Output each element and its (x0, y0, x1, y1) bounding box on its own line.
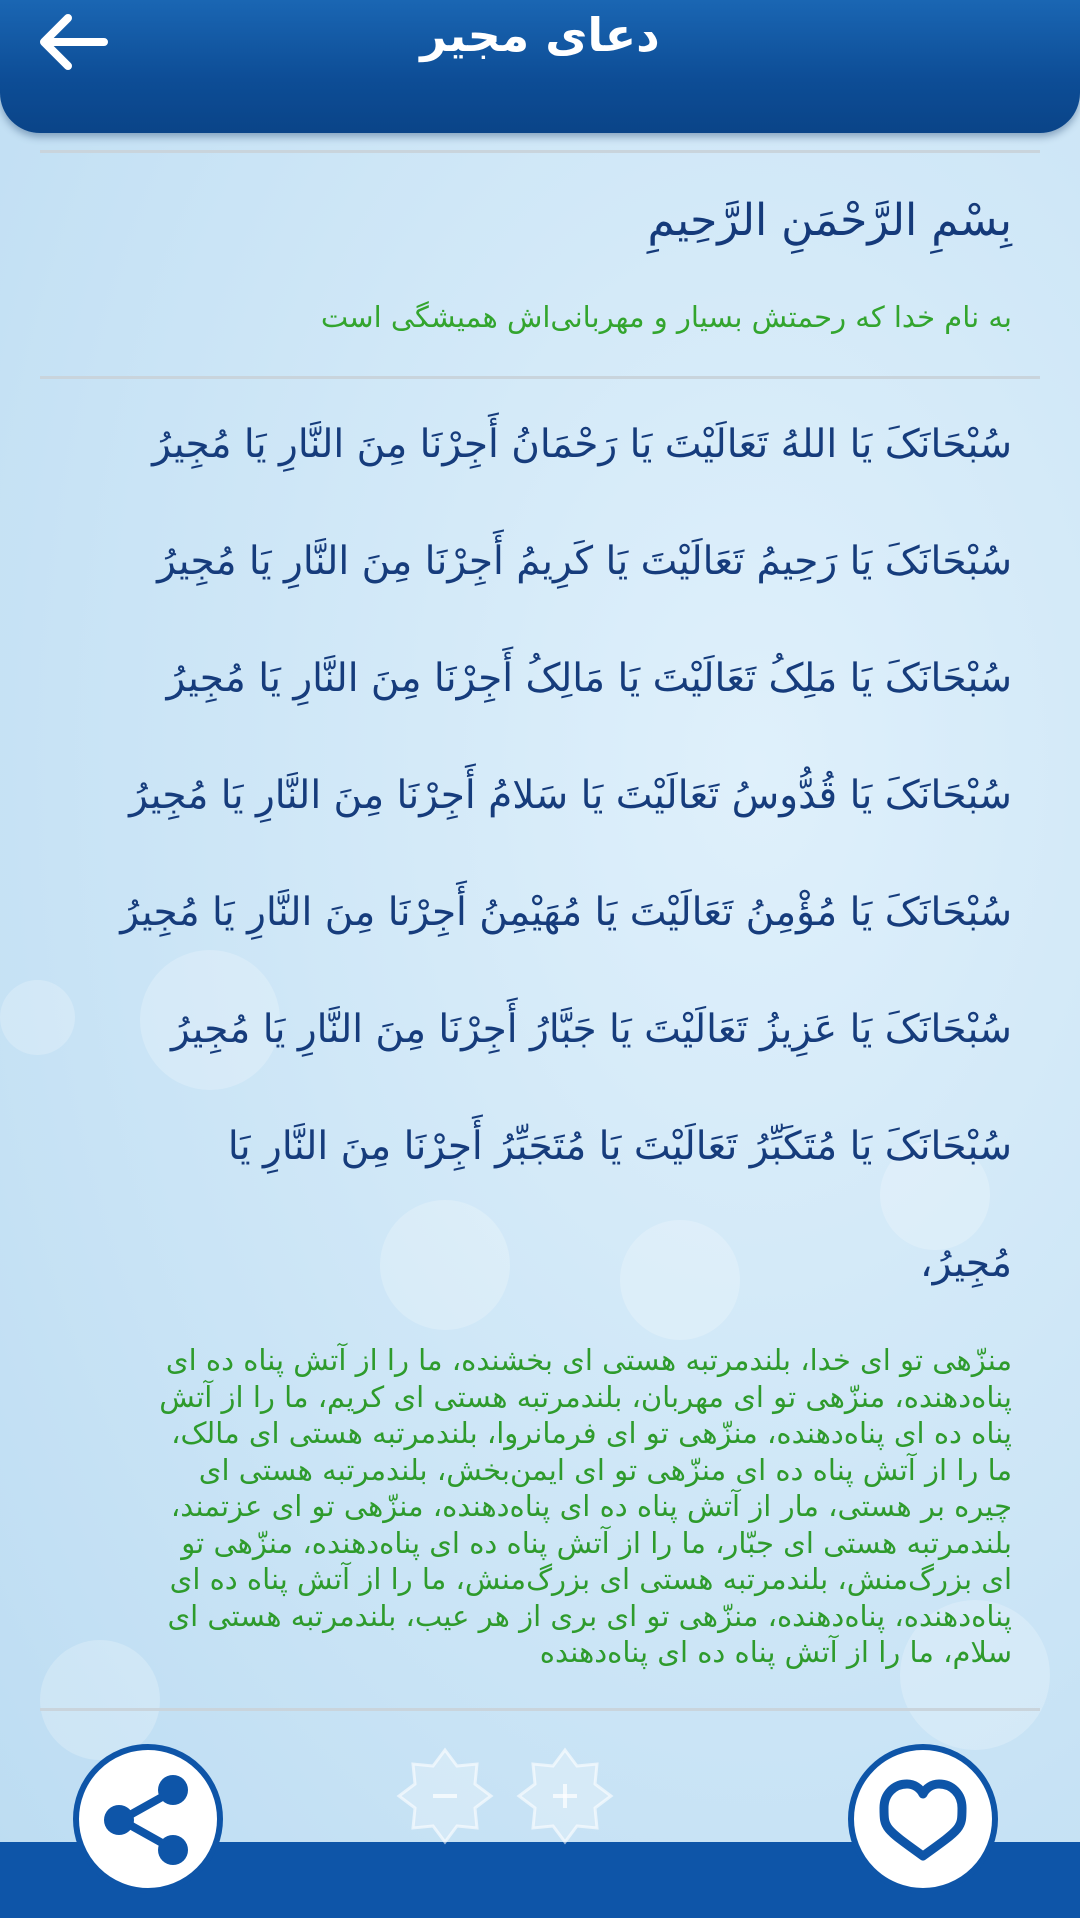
bismillah-translation: به نام خدا که رحمتش بسیار و مهربانی‌اش همیشگی است (320, 300, 1012, 334)
translation-line: ما را از آتش پناه ده ای منزّهی تو ای ایمن‌بخش، بلندمرتبه هستی ای (198, 1452, 1012, 1487)
share-button[interactable] (73, 1744, 223, 1894)
translation-line: ای بزرگ‌منش، بلندمرتبه هستی ای بزرگ‌منش، ما را از آتش پناه ده ای (169, 1562, 1012, 1596)
star-minus-icon (395, 1746, 495, 1846)
divider (40, 376, 1040, 379)
divider (40, 150, 1040, 153)
share-icon (79, 1750, 217, 1888)
heart-icon (854, 1750, 992, 1888)
background-bokeh (0, 980, 75, 1055)
verse-line: مُجِيرُ، (920, 1241, 1012, 1286)
verse-line: سُبْحَانَکَ يَا قُدُّوسُ تَعَالَيْتَ يَا سَلامُ أَجِرْنَا مِنَ النَّارِ يَا مُجِيرُ (129, 773, 1012, 818)
bismillah-arabic: بِسْمِ الرَّحْمَنِ الرَّحِيمِ (647, 195, 1012, 246)
verse-line: سُبْحَانَکَ يَا عَزِيزُ تَعَالَيْتَ يَا جَبَّارُ أَجِرْنَا مِنَ النَّارِ يَا مُجِيرُ (170, 1007, 1012, 1052)
translation-line: پناه‌دهنده، منزّهی تو ای مهربان، بلندمرتبه هستی ای کریم، ما را از آتش (159, 1379, 1012, 1414)
translation-line: پناه ده ای پناه‌دهنده، منزّهی تو ای فرمانروا، بلندمرتبه هستی ای مالک، (171, 1416, 1012, 1450)
verse-line: سُبْحَانَکَ يَا مُؤْمِنُ تَعَالَيْتَ يَا مُهَيْمِنُ أَجِرْنَا مِنَ النَّارِ يَا مُجِيرُ (120, 890, 1012, 935)
verse-translation (80, 1342, 1012, 1671)
divider (40, 1708, 1040, 1711)
translation-line: چیره بر هستی، مار از آتش پناه ده ای پناه‌دهنده، منزّهی تو ای عزتمند، (170, 1489, 1012, 1523)
star-plus-icon (515, 1746, 615, 1846)
verse-line: سُبْحَانَکَ يَا اللهُ تَعَالَيْتَ يَا رَحْمَانُ أَجِرْنَا مِنَ النَّارِ يَا مُجِيرُ (152, 422, 1012, 467)
translation-line: سلام، ما را از آتش پناه ده ای پناه‌دهنده (539, 1635, 1012, 1669)
page-title: دعای مجیر (420, 8, 660, 62)
verse-line: سُبْحَانَکَ يَا مُتَكَبِّرُ تَعَالَيْتَ يَا مُتَجَبِّرُ أَجِرْنَا مِنَ النَّارِ يَا (227, 1124, 1012, 1169)
font-decrease-button[interactable] (395, 1746, 495, 1846)
verse-line: سُبْحَانَکَ يَا رَحِيمُ تَعَالَيْتَ يَا كَرِيمُ أَجِرْنَا مِنَ النَّارِ يَا مُجِيرُ (157, 539, 1012, 584)
header-bar (0, 0, 1080, 133)
font-increase-button[interactable] (515, 1746, 615, 1846)
translation-line: پناه‌دهنده، پناه‌دهنده، منزّهی تو ای بری از هر عیب، بلندمرتبه هستی ای (167, 1598, 1012, 1633)
translation-line: بلندمرتبه هستی ای جبّار، ما را از آتش پناه ده ای پناه‌دهنده، منزّهی تو (181, 1525, 1012, 1560)
verse-line: سُبْحَانَکَ يَا مَلِکُ تَعَالَيْتَ يَا مَالِکُ أَجِرْنَا مِنَ النَّارِ يَا مُجِيرُ (166, 656, 1012, 701)
translation-line: منزّهی تو ای خدا، بلندمرتبه هستی ای بخشنده، ما را از آتش پناه ده ای (165, 1343, 1012, 1377)
verse-list (80, 410, 1012, 1346)
favorite-button[interactable] (848, 1744, 998, 1894)
